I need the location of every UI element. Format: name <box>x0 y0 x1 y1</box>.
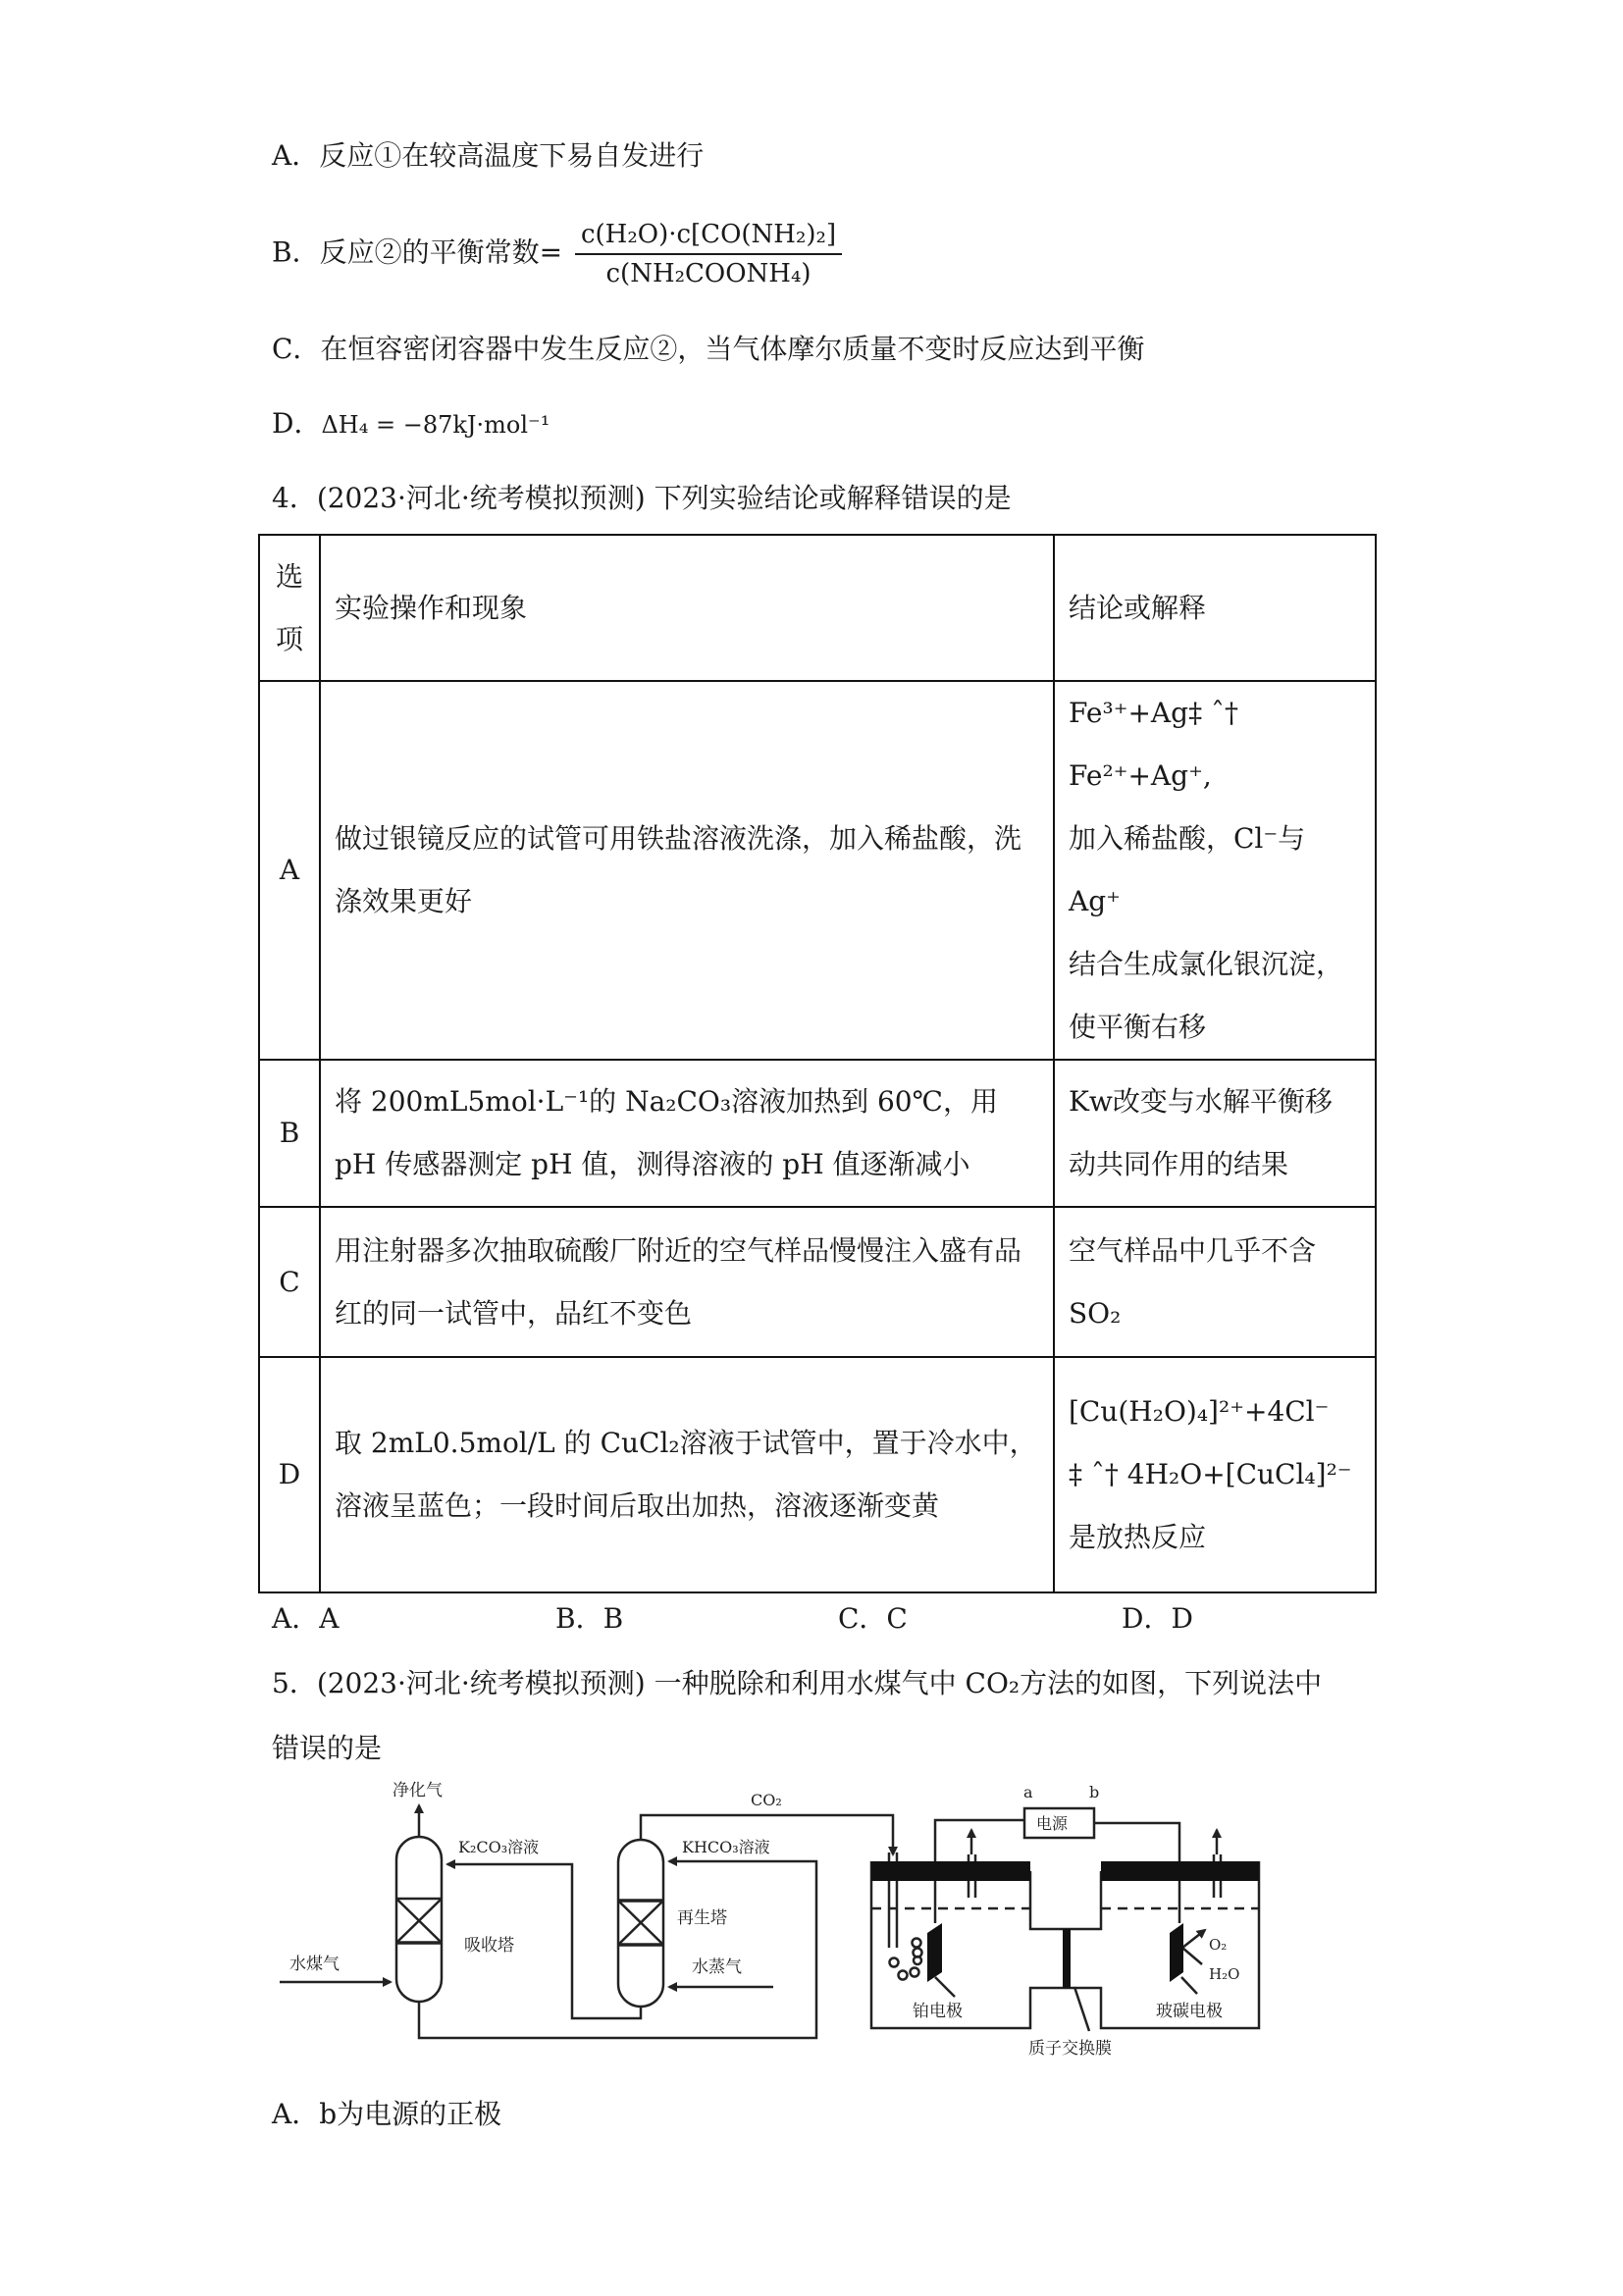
result-line: 使平衡右移 <box>1069 1011 1207 1043</box>
fraction-denominator: c(NH₂COONH₄) <box>605 259 812 288</box>
table-row <box>259 681 1376 1060</box>
o2-label: O₂ <box>1209 1936 1228 1954</box>
choice-d[interactable]: D．D <box>1122 1602 1193 1635</box>
fraction-numerator: c(H₂O)·c[CO(NH₂)₂] <box>575 218 842 255</box>
row-result <box>1054 1207 1376 1357</box>
proton-exchange-membrane-label: 质子交换膜 <box>1028 2039 1112 2059</box>
q3-option-d <box>272 407 550 442</box>
result-line: 是放热反应 <box>1069 1521 1207 1553</box>
row-result <box>1054 1060 1376 1207</box>
k2co3-label: K₂CO₃溶液 <box>458 1838 540 1856</box>
row-operation: 取 2mL0.5mol/L 的 CuCl₂溶液于试管中，置于冷水中，溶液呈蓝色；一段时间后取出加热，溶液逐渐变黄 <box>320 1357 1054 1592</box>
enthalpy-formula: ΔH₄ = −87kJ·mol⁻¹ <box>321 411 550 439</box>
purified-gas-label: 净化气 <box>393 1781 443 1800</box>
row-result <box>1054 681 1376 1060</box>
row-option: C <box>259 1207 320 1357</box>
choice-c[interactable]: C．C <box>838 1602 908 1635</box>
row-option: B <box>259 1060 320 1207</box>
result-line: 动共同作用的结果 <box>1069 1148 1289 1180</box>
q5-option-a: A．b为电源的正极 <box>272 2098 502 2130</box>
q3-option-c: C．在恒容密闭容器中发生反应②，当气体摩尔质量不变时反应达到平衡 <box>272 333 1145 365</box>
power-source-label: 电源 <box>1036 1814 1069 1833</box>
result-line: Kw改变与水解平衡移 <box>1069 1085 1333 1118</box>
left-lid <box>871 1861 1030 1881</box>
row-operation: 用注射器多次抽取硫酸厂附近的空气样品慢慢注入盛有品红的同一试管中，品红不变色 <box>320 1207 1054 1357</box>
equilibrium-constant-fraction <box>575 218 842 290</box>
header-option <box>259 535 320 681</box>
header-option-line1: 选 <box>275 559 303 593</box>
equals-sign: = <box>539 235 563 269</box>
water-gas-label: 水煤气 <box>289 1955 340 1974</box>
row-result <box>1054 1357 1376 1592</box>
result-line: Fe³⁺+Ag‡ ˆ† Fe²⁺+Ag⁺, <box>1069 697 1238 792</box>
table-header-row <box>259 535 1376 681</box>
terminal-a-label: a <box>1023 1783 1033 1801</box>
q3-option-d-label: D． <box>272 407 322 440</box>
steam-label: 水蒸气 <box>692 1957 742 1977</box>
proton-exchange-membrane <box>1063 1929 1071 1988</box>
q5-stem-line1: 5．(2023·河北·统考模拟预测) 一种脱除和利用水煤气中 CO₂方法的如图，下列说法中 <box>272 1667 1323 1699</box>
co2-label: CO₂ <box>751 1791 782 1809</box>
h2o-label: H₂O <box>1209 1965 1240 1983</box>
q3-option-a: A．反应①在较高温度下易自发进行 <box>272 139 705 172</box>
row-option: A <box>259 681 320 1060</box>
choice-a[interactable]: A．A <box>272 1602 340 1635</box>
header-option-line2: 项 <box>275 622 303 655</box>
glassy-carbon-electrode <box>1170 1923 1183 1982</box>
right-lid <box>1101 1861 1259 1881</box>
result-line: ‡ ˆ† 4H₂O+[CuCl₄]²⁻ <box>1069 1458 1352 1490</box>
result-line: 空气样品中几乎不含 <box>1069 1233 1317 1267</box>
terminal-b-label: b <box>1089 1783 1100 1801</box>
choice-b[interactable]: B．B <box>555 1602 624 1635</box>
table-row <box>259 1357 1376 1592</box>
regenerator-label: 再生塔 <box>677 1908 727 1928</box>
q3-option-b-label: B．反应②的平衡常数 <box>272 235 540 269</box>
result-line: 加入稀盐酸，Cl⁻与 Ag⁺ <box>1069 822 1306 917</box>
q4-stem: 4．(2023·河北·统考模拟预测) 下列实验结论或解释错误的是 <box>272 482 1012 514</box>
result-line: SO₂ <box>1069 1296 1122 1330</box>
platinum-electrode <box>927 1923 942 1982</box>
result-line: [Cu(H₂O)₄]²⁺+4Cl⁻ <box>1069 1395 1330 1428</box>
row-option: D <box>259 1357 320 1592</box>
row-operation: 将 200mL5mol·L⁻¹的 Na₂CO₃溶液加热到 60℃，用pH 传感器测定 pH 值，测得溶液的 pH 值逐渐减小 <box>320 1060 1054 1207</box>
q5-stem-line2: 错误的是 <box>272 1732 383 1764</box>
row-operation: 做过银镜反应的试管可用铁盐溶液洗涤，加入稀盐酸，洗涤效果更好 <box>320 681 1054 1060</box>
co2-removal-diagram <box>265 1776 1295 2070</box>
table-row <box>259 1060 1376 1207</box>
q3-option-b <box>272 218 842 287</box>
q4-table <box>258 534 1377 1593</box>
absorber-label: 吸收塔 <box>464 1936 514 1956</box>
table-row <box>259 1207 1376 1357</box>
header-operation: 实验操作和现象 <box>320 535 1054 681</box>
header-result: 结论或解释 <box>1054 535 1376 681</box>
glassy-carbon-electrode-label: 玻碳电极 <box>1156 2002 1223 2021</box>
result-line: 结合生成氯化银沉淀， <box>1069 948 1344 980</box>
platinum-electrode-label: 铂电极 <box>913 2002 963 2021</box>
khco3-label: KHCO₃溶液 <box>682 1838 770 1856</box>
